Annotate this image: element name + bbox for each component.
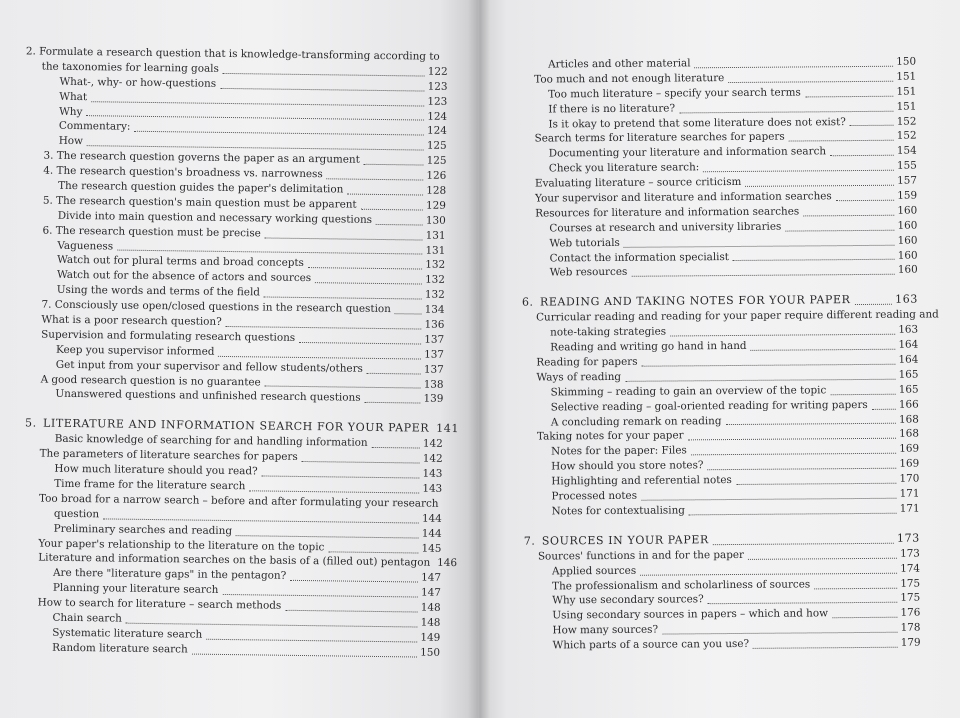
toc-entry-title: Unanswered questions and unfinished research questions xyxy=(55,388,361,405)
toc-entry-title: Watch out for plural terms and broad concepts xyxy=(57,254,304,270)
dot-leader xyxy=(642,364,896,367)
toc-entry-title: Your paper's relationship to the literature on the topic xyxy=(38,537,325,553)
toc-page-number: 152 xyxy=(896,129,917,143)
toc-page-number: 160 xyxy=(897,264,918,277)
toc-page-number: 124 xyxy=(426,125,447,138)
toc-entry-title: What xyxy=(59,90,88,103)
toc-page-number: 143 xyxy=(422,482,443,495)
toc-page-number: 147 xyxy=(420,586,441,600)
dot-leader xyxy=(347,193,423,195)
toc-page-number: 155 xyxy=(896,159,917,172)
dot-leader xyxy=(733,259,895,261)
dot-leader xyxy=(836,200,895,201)
dot-leader xyxy=(640,572,897,575)
toc-entry-title: Highlighting and referential notes xyxy=(551,474,732,488)
dot-leader xyxy=(855,304,893,305)
dot-leader xyxy=(376,224,423,226)
dot-leader xyxy=(220,88,425,92)
toc-page-number: 148 xyxy=(420,601,441,614)
toc-entry-title: How many sources? xyxy=(552,623,659,637)
toc-entry-title: Using the words and terms of the field xyxy=(56,283,261,299)
dot-leader xyxy=(285,610,418,613)
toc-page-number: 125 xyxy=(426,139,447,153)
toc-chapter-number: 6. xyxy=(521,295,534,310)
dot-leader xyxy=(328,551,418,553)
toc-page-number: 142 xyxy=(422,437,443,451)
toc-page-number: 128 xyxy=(426,184,447,197)
toc-page-number: 150 xyxy=(896,55,917,68)
toc-entry-title: Documenting your literature and information search xyxy=(548,145,827,160)
toc-page-number: 160 xyxy=(897,249,918,262)
dot-leader xyxy=(830,393,895,395)
toc-entry-title: Too broad for a narrow search – before and after formulating your research xyxy=(38,492,439,510)
toc-page-number: 125 xyxy=(426,154,447,168)
toc-page-number: 151 xyxy=(896,100,917,113)
toc-entry-title: A good research question is no guarantee xyxy=(40,373,261,389)
toc-entry-title: Watch out for the absence of actors and sources xyxy=(56,269,312,285)
dot-leader xyxy=(249,490,419,493)
toc-page-number: 143 xyxy=(422,467,443,480)
toc-page-number: 164 xyxy=(898,338,919,351)
toc-chapter-number: 5. xyxy=(24,416,37,430)
dot-leader xyxy=(265,386,421,389)
toc-entry-title: Literature and information searches on the basis of a (filled out) pentagon xyxy=(38,552,431,570)
toc-entry-title: Notes for contextualising xyxy=(551,504,685,518)
toc-entry-title: A concluding remark on reading xyxy=(550,414,722,429)
dot-leader xyxy=(364,164,424,166)
dot-leader xyxy=(713,543,894,545)
toc-page-number: 131 xyxy=(425,244,446,257)
toc-entry-title: 4. The research question's broadness vs. narrowness xyxy=(43,164,323,181)
toc-page-number: 126 xyxy=(426,169,447,182)
toc-page-number: 132 xyxy=(424,288,445,302)
dot-leader xyxy=(751,349,896,351)
dot-leader xyxy=(624,244,895,247)
dot-leader xyxy=(789,140,894,142)
toc-page-number: 159 xyxy=(897,189,918,202)
toc-page-number: 157 xyxy=(897,174,918,187)
toc-page-number: 123 xyxy=(427,80,448,93)
dot-leader xyxy=(872,408,896,409)
dot-leader xyxy=(803,215,894,217)
toc-entry-title: How to search for literature – search methods xyxy=(37,596,282,612)
dot-leader xyxy=(726,423,897,425)
toc-page-number: 141 xyxy=(436,422,460,436)
dot-leader xyxy=(299,342,421,345)
toc-entry-title: the taxonomies for learning goals xyxy=(41,60,219,75)
toc-page-number: 137 xyxy=(423,363,444,376)
dot-leader xyxy=(218,356,421,360)
toc-page-number: 160 xyxy=(897,219,918,232)
toc-entry-title: Reading for papers xyxy=(536,355,638,369)
toc-page-number: 130 xyxy=(425,214,446,227)
toc-entry-title: Planning your literature search xyxy=(52,582,219,597)
toc-page-number: 129 xyxy=(426,199,446,212)
toc-entry-title: Your supervisor and literature and information searches xyxy=(535,190,832,205)
toc-entry-title: Contact the information specialist xyxy=(549,250,730,265)
toc-page-number: 154 xyxy=(896,144,917,158)
toc-page-number: 160 xyxy=(897,234,918,247)
toc-entry xyxy=(482,501,920,519)
toc-page-number: 150 xyxy=(420,646,441,659)
toc-page-number: 175 xyxy=(900,577,921,590)
toc-entry-title: Selective reading – goal-oriented reading for writing papers xyxy=(550,398,868,414)
toc-entry-title: Too much literature – specify your search terms xyxy=(548,86,801,101)
toc-page-number: 179 xyxy=(900,636,921,649)
toc-entry-title: Systematic literature search xyxy=(52,626,203,641)
toc-entry-title: Applied sources xyxy=(551,564,637,578)
dot-leader xyxy=(223,73,425,77)
toc-page-number: 160 xyxy=(897,204,918,217)
dot-leader xyxy=(641,498,897,501)
toc-entry-title: Vagueness xyxy=(57,239,114,253)
toc-entry-title: Curricular reading and reading for your paper require different reading and xyxy=(535,308,939,324)
toc-entry-title: Sources' functions in and for the paper xyxy=(537,548,745,563)
toc-page-number: 173 xyxy=(900,547,920,560)
toc-entry-title: Using secondary sources in papers – which and how xyxy=(552,607,829,622)
toc-entry-title: The professionalism and scholarliness of sources xyxy=(552,578,811,593)
toc-page-number: 168 xyxy=(898,413,919,426)
toc-page-number: 166 xyxy=(898,398,919,411)
toc-page-number: 175 xyxy=(900,592,921,605)
toc-chapter-title: LITERATURE AND INFORMATION SEARCH FOR YOUR PAPER xyxy=(42,416,430,436)
dot-leader xyxy=(748,557,897,559)
dot-leader xyxy=(703,170,894,172)
toc-page-number: 174 xyxy=(900,562,921,575)
right-book-page xyxy=(478,0,960,718)
dot-leader xyxy=(367,372,421,374)
toc-page-number: 137 xyxy=(424,333,445,346)
toc-entry-title: How much literature should you read? xyxy=(54,462,258,478)
toc-entry-title: Skimming – reading to gain an overview of the topic xyxy=(550,384,827,399)
toc-page-number: 137 xyxy=(424,348,445,361)
toc-entry-title: Divide into main question and necessary working questions xyxy=(57,209,373,226)
dot-leader xyxy=(689,513,897,516)
toc-page-number: 169 xyxy=(899,442,920,456)
toc-page-number: 134 xyxy=(424,303,445,316)
dot-leader xyxy=(206,639,417,643)
toc-entry-title: Keep you supervisor informed xyxy=(55,343,215,358)
toc-page-number: 136 xyxy=(424,318,445,331)
toc-entry-title: Web tutorials xyxy=(549,236,620,250)
dot-leader xyxy=(192,653,418,657)
toc-entry-title: Search terms for literature searches for papers xyxy=(534,131,785,145)
toc-chapter-number: 7. xyxy=(523,534,536,548)
toc-page-number: 168 xyxy=(899,428,920,441)
toc-page-number: 151 xyxy=(896,70,917,83)
toc-entry-title: question xyxy=(53,507,100,521)
toc-page-number: 142 xyxy=(422,452,443,466)
dot-leader xyxy=(753,647,898,649)
dot-leader xyxy=(625,379,896,382)
toc-entry-title: Resources for literature and information searches xyxy=(535,205,800,220)
toc-page-number: 149 xyxy=(420,631,441,644)
dot-leader xyxy=(736,483,897,485)
toc-page-number: 147 xyxy=(421,571,442,585)
dot-leader xyxy=(226,326,422,330)
toc-entry-title: Get input from your supervisor and fellow students/others xyxy=(55,358,364,375)
dot-leader xyxy=(830,155,894,157)
dot-leader xyxy=(679,110,894,113)
dot-leader xyxy=(290,580,418,583)
toc-entry-title: 3. The research question governs the paper as an argument xyxy=(43,149,360,166)
toc-page-number: 148 xyxy=(420,616,441,629)
toc-page-number: 165 xyxy=(898,383,919,396)
toc-page-number: 152 xyxy=(896,115,917,128)
dot-leader xyxy=(708,602,898,604)
toc-entry-title: 2. Formulate a research question that is knowledge-transforming according to xyxy=(25,45,440,63)
toc-entry-title: Are there "literature gaps" in the pentagon? xyxy=(53,567,287,583)
toc-page-number: 176 xyxy=(900,606,921,620)
toc-entry-title: Articles and other material xyxy=(548,57,691,71)
toc-page-number: 139 xyxy=(423,393,444,406)
toc-entry-title: Why use secondary sources? xyxy=(552,593,704,607)
toc-page-number: 124 xyxy=(427,110,448,123)
toc-page-number: 123 xyxy=(427,95,448,108)
toc-entry-title: Courses at research and university libraries xyxy=(549,220,782,235)
toc-page-number: 144 xyxy=(421,512,442,525)
toc-entry-title: Processed notes xyxy=(551,489,638,503)
toc-entry-title: Taking notes for your paper xyxy=(536,429,684,444)
toc-page-number: 163 xyxy=(895,292,918,307)
dot-leader xyxy=(365,402,421,404)
toc-entry-title: What-, why- or how-questions xyxy=(59,75,217,90)
toc-page-number: 170 xyxy=(899,472,920,485)
toc-entry-title: note-taking strategies xyxy=(550,325,667,339)
toc-page-number: 169 xyxy=(899,457,920,470)
toc-entry-title: Which parts of a source can you use? xyxy=(552,638,750,652)
toc-entry-title: Is it okay to pretend that some literature does not exist? xyxy=(548,115,846,130)
toc-entry-title: Supervision and formulating research questions xyxy=(41,328,296,344)
dot-leader xyxy=(361,209,423,211)
toc-page-number: 138 xyxy=(423,378,444,391)
toc-page-number: 163 xyxy=(898,323,919,336)
toc-page-number: 132 xyxy=(425,273,446,287)
left-book-page xyxy=(0,0,478,718)
toc-page-number: 146 xyxy=(437,557,458,570)
toc-page-number: 178 xyxy=(900,621,921,634)
toc-page-number: 165 xyxy=(898,368,919,381)
dot-leader xyxy=(631,274,895,277)
dot-leader xyxy=(222,594,418,598)
left-toc-list xyxy=(0,44,460,661)
toc-entry-title: Check you literature search: xyxy=(548,161,700,175)
toc-page-number: 144 xyxy=(421,527,442,540)
dot-leader xyxy=(395,313,422,314)
toc-entry-title: Time frame for the literature search xyxy=(54,477,246,493)
toc-page-number: 164 xyxy=(898,353,919,366)
toc-page-number: 173 xyxy=(896,531,920,545)
toc-entry-title: Commentary: xyxy=(58,120,131,134)
dot-leader xyxy=(728,81,893,83)
toc-page-number: 171 xyxy=(899,487,920,500)
toc-entry-title: How xyxy=(58,135,84,148)
toc-entry-title xyxy=(524,532,709,549)
dot-leader xyxy=(264,297,422,300)
toc-page-number: 151 xyxy=(896,85,917,98)
toc-page-number: 171 xyxy=(899,502,920,515)
toc-entry-title: Preliminary searches and reading xyxy=(53,522,233,537)
toc-page-number: 122 xyxy=(427,65,448,78)
toc-page-number: 131 xyxy=(425,229,446,242)
toc-entry-title: 6. The research question must be precise xyxy=(42,224,261,240)
dot-leader xyxy=(814,587,897,589)
toc-entry-title: Web resources xyxy=(549,266,628,279)
toc-page-number: 132 xyxy=(425,259,446,272)
dot-leader xyxy=(265,237,423,240)
toc-entry-title: If there is no literature? xyxy=(548,102,676,116)
dot-leader xyxy=(262,476,420,479)
toc-entry-title: Notes for the paper: Files xyxy=(551,444,687,458)
toc-entry-title: What is a poor research question? xyxy=(41,313,222,328)
dot-leader xyxy=(372,447,420,449)
toc-entry-title: Too much and not enough literature xyxy=(534,71,725,86)
dot-leader xyxy=(850,125,894,126)
dot-leader xyxy=(670,334,895,337)
dot-leader xyxy=(695,66,894,69)
toc-entry-title: Chain search xyxy=(52,611,122,625)
dot-leader xyxy=(745,185,894,187)
dot-leader xyxy=(315,282,422,284)
dot-leader xyxy=(691,453,896,456)
dot-leader xyxy=(785,229,894,231)
dot-leader xyxy=(308,267,422,269)
dot-leader xyxy=(707,468,896,470)
toc-entry-title: The parameters of literature searches for papers xyxy=(39,447,298,464)
toc-entry-title: 7. Consciously use open/closed questions in the research question xyxy=(41,298,391,316)
toc-chapter-title: SOURCES IN YOUR PAPER xyxy=(541,533,709,548)
dot-leader xyxy=(662,632,898,635)
dot-leader xyxy=(327,178,424,180)
right-toc-list xyxy=(478,55,939,654)
dot-leader xyxy=(302,461,420,464)
dot-leader xyxy=(688,438,897,441)
toc-entry-title: 5. The research question's main question must be apparent xyxy=(42,194,357,211)
toc-entry-title: How should you store notes? xyxy=(551,459,704,473)
toc-entry-title: Evaluating literature – source criticism xyxy=(534,176,742,190)
toc-page-number: 145 xyxy=(421,542,442,555)
dot-leader xyxy=(832,617,898,619)
toc-entry xyxy=(480,263,918,281)
toc-chapter-title: READING AND TAKING NOTES FOR YOUR PAPER xyxy=(539,293,851,309)
toc-entry-title: Reading and writing go hand in hand xyxy=(550,340,747,354)
toc-entry-title: The research question guides the paper's delimitation xyxy=(58,179,344,196)
dot-leader xyxy=(236,535,419,538)
dot-leader xyxy=(805,95,894,97)
toc-entry-title: Why xyxy=(59,105,83,118)
toc-entry xyxy=(483,636,921,654)
toc-entry-title: Random literature search xyxy=(52,641,188,656)
toc-entry-title: Basic knowledge of searching for and handling information xyxy=(54,433,368,450)
toc-entry-title: Ways of reading xyxy=(536,370,622,384)
